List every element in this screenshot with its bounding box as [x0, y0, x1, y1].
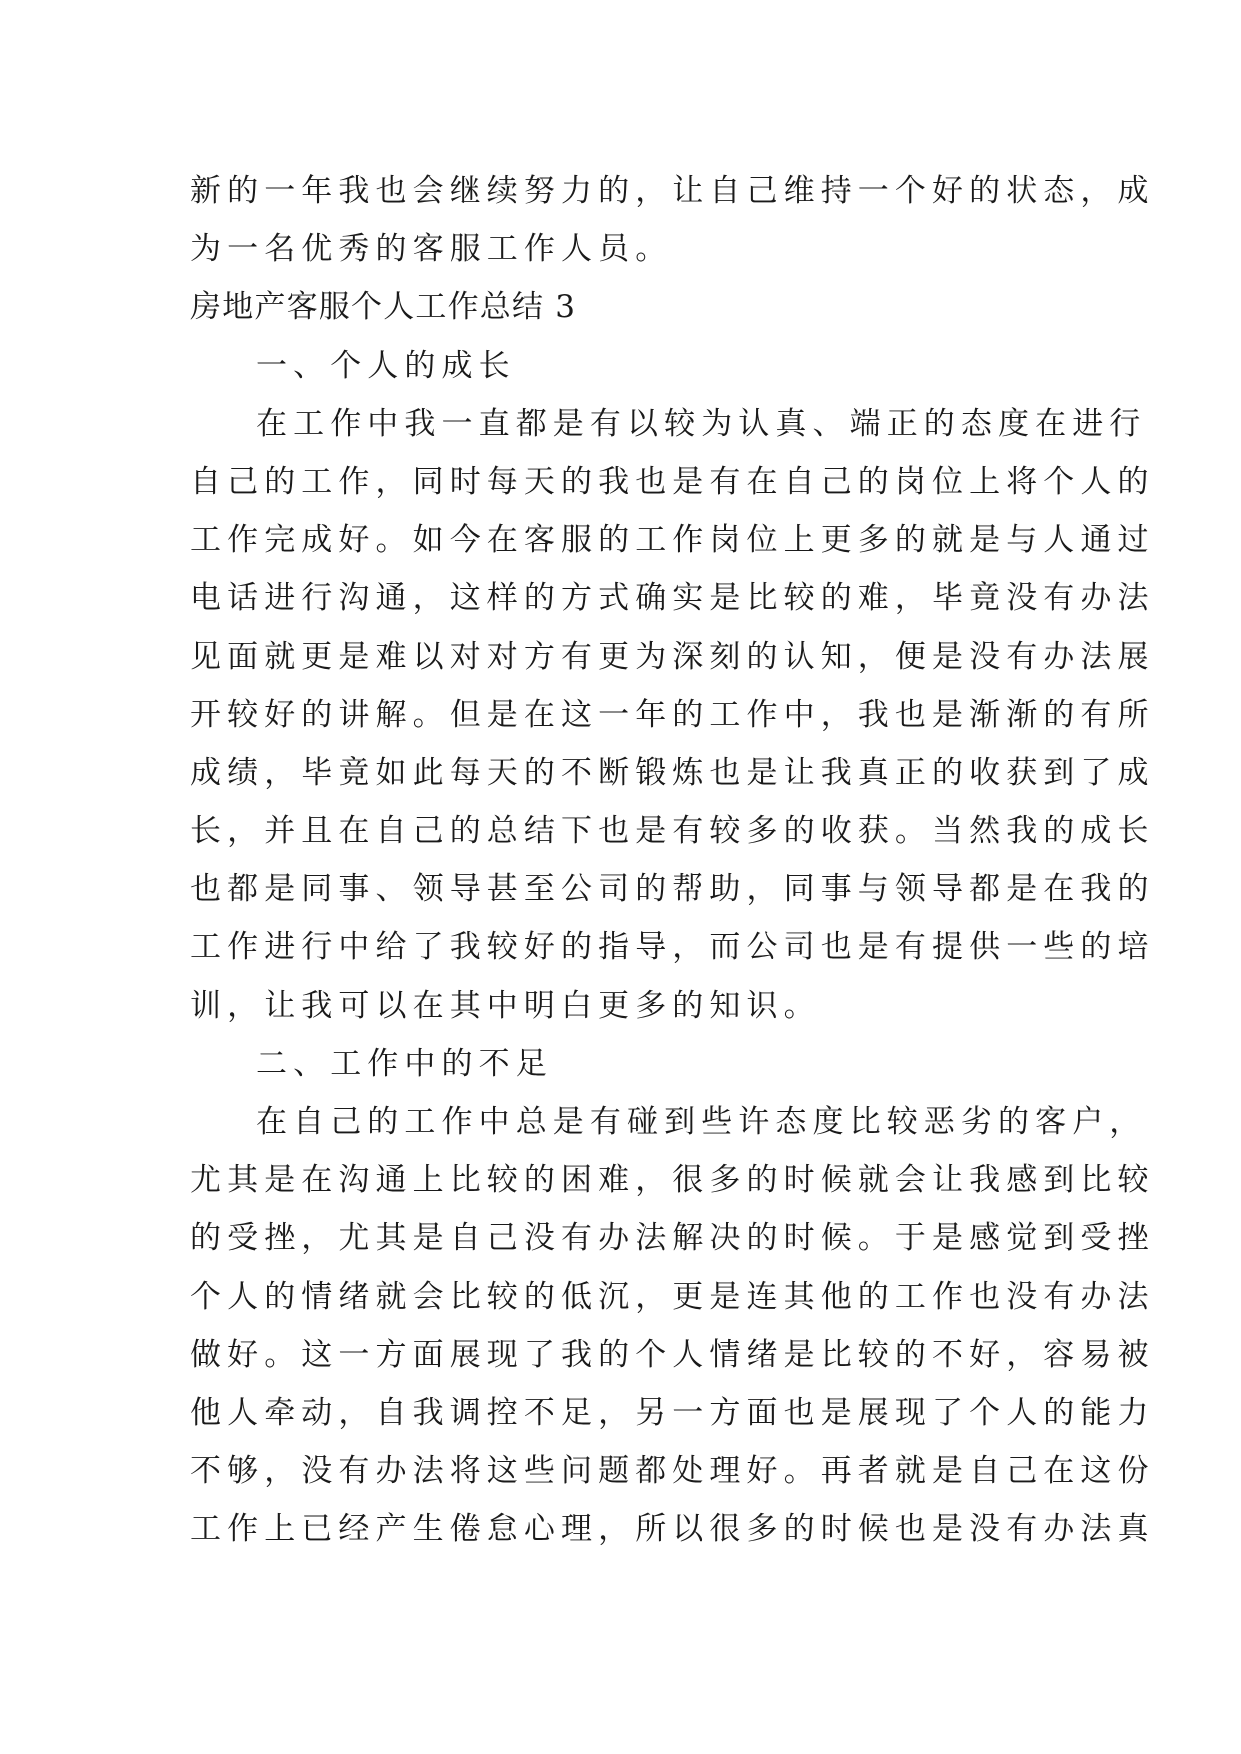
text-line: 电话进行沟通，这样的方式确实是比较的难，毕竟没有办法 [190, 580, 1155, 617]
text-line: 不够，没有办法将这些问题都处理好。再者就是自己在这份 [190, 1453, 1155, 1490]
text-line: 的受挫，尤其是自己没有办法解决的时候。于是感觉到受挫 [190, 1220, 1155, 1257]
section-title: 房地产客服个人工作总结 3 [190, 289, 577, 326]
text-line: 工作完成好。如今在客服的工作岗位上更多的就是与人通过 [190, 522, 1155, 559]
text-line: 也都是同事、领导甚至公司的帮助，同事与领导都是在我的 [190, 871, 1155, 908]
text-line: 自己的工作，同时每天的我也是有在自己的岗位上将个人的 [190, 463, 1155, 500]
text-line: 尤其是在沟通上比较的困难，很多的时候就会让我感到比较 [190, 1162, 1155, 1199]
section-heading: 二、工作中的不足 [256, 1045, 553, 1082]
text-line: 做好。这一方面展现了我的个人情绪是比较的不好，容易被 [190, 1336, 1155, 1373]
section-heading: 一、个人的成长 [256, 347, 516, 384]
text-line: 工作上已经产生倦怠心理，所以很多的时候也是没有办法真 [190, 1511, 1155, 1548]
text-line: 成绩，毕竟如此每天的不断锻炼也是让我真正的收获到了成 [190, 754, 1155, 791]
text-line: 见面就更是难以对对方有更为深刻的认知，便是没有办法展 [190, 638, 1155, 675]
text-line: 个人的情绪就会比较的低沉，更是连其他的工作也没有办法 [190, 1278, 1155, 1315]
document-body [190, 162, 1155, 1559]
text-line: 为一名优秀的客服工作人员。 [190, 231, 673, 268]
text-line: 在自己的工作中总是有碰到些许态度比较恶劣的客户， [256, 1104, 1147, 1140]
text-line: 开较好的讲解。但是在这一年的工作中，我也是渐渐的有所 [190, 696, 1155, 733]
text-line: 训，让我可以在其中明白更多的知识。 [190, 987, 821, 1024]
text-line: 长，并且在自己的总结下也是有较多的收获。当然我的成长 [190, 813, 1155, 850]
text-line: 新的一年我也会继续努力的，让自己维持一个好的状态，成 [190, 173, 1155, 209]
text-line: 在工作中我一直都是有以较为认真、端正的态度在进行 [256, 405, 1147, 442]
text-line: 他人牵动，自我调控不足，另一方面也是展现了个人的能力 [190, 1394, 1155, 1431]
text-line: 工作进行中给了我较好的指导，而公司也是有提供一些的培 [190, 929, 1155, 966]
